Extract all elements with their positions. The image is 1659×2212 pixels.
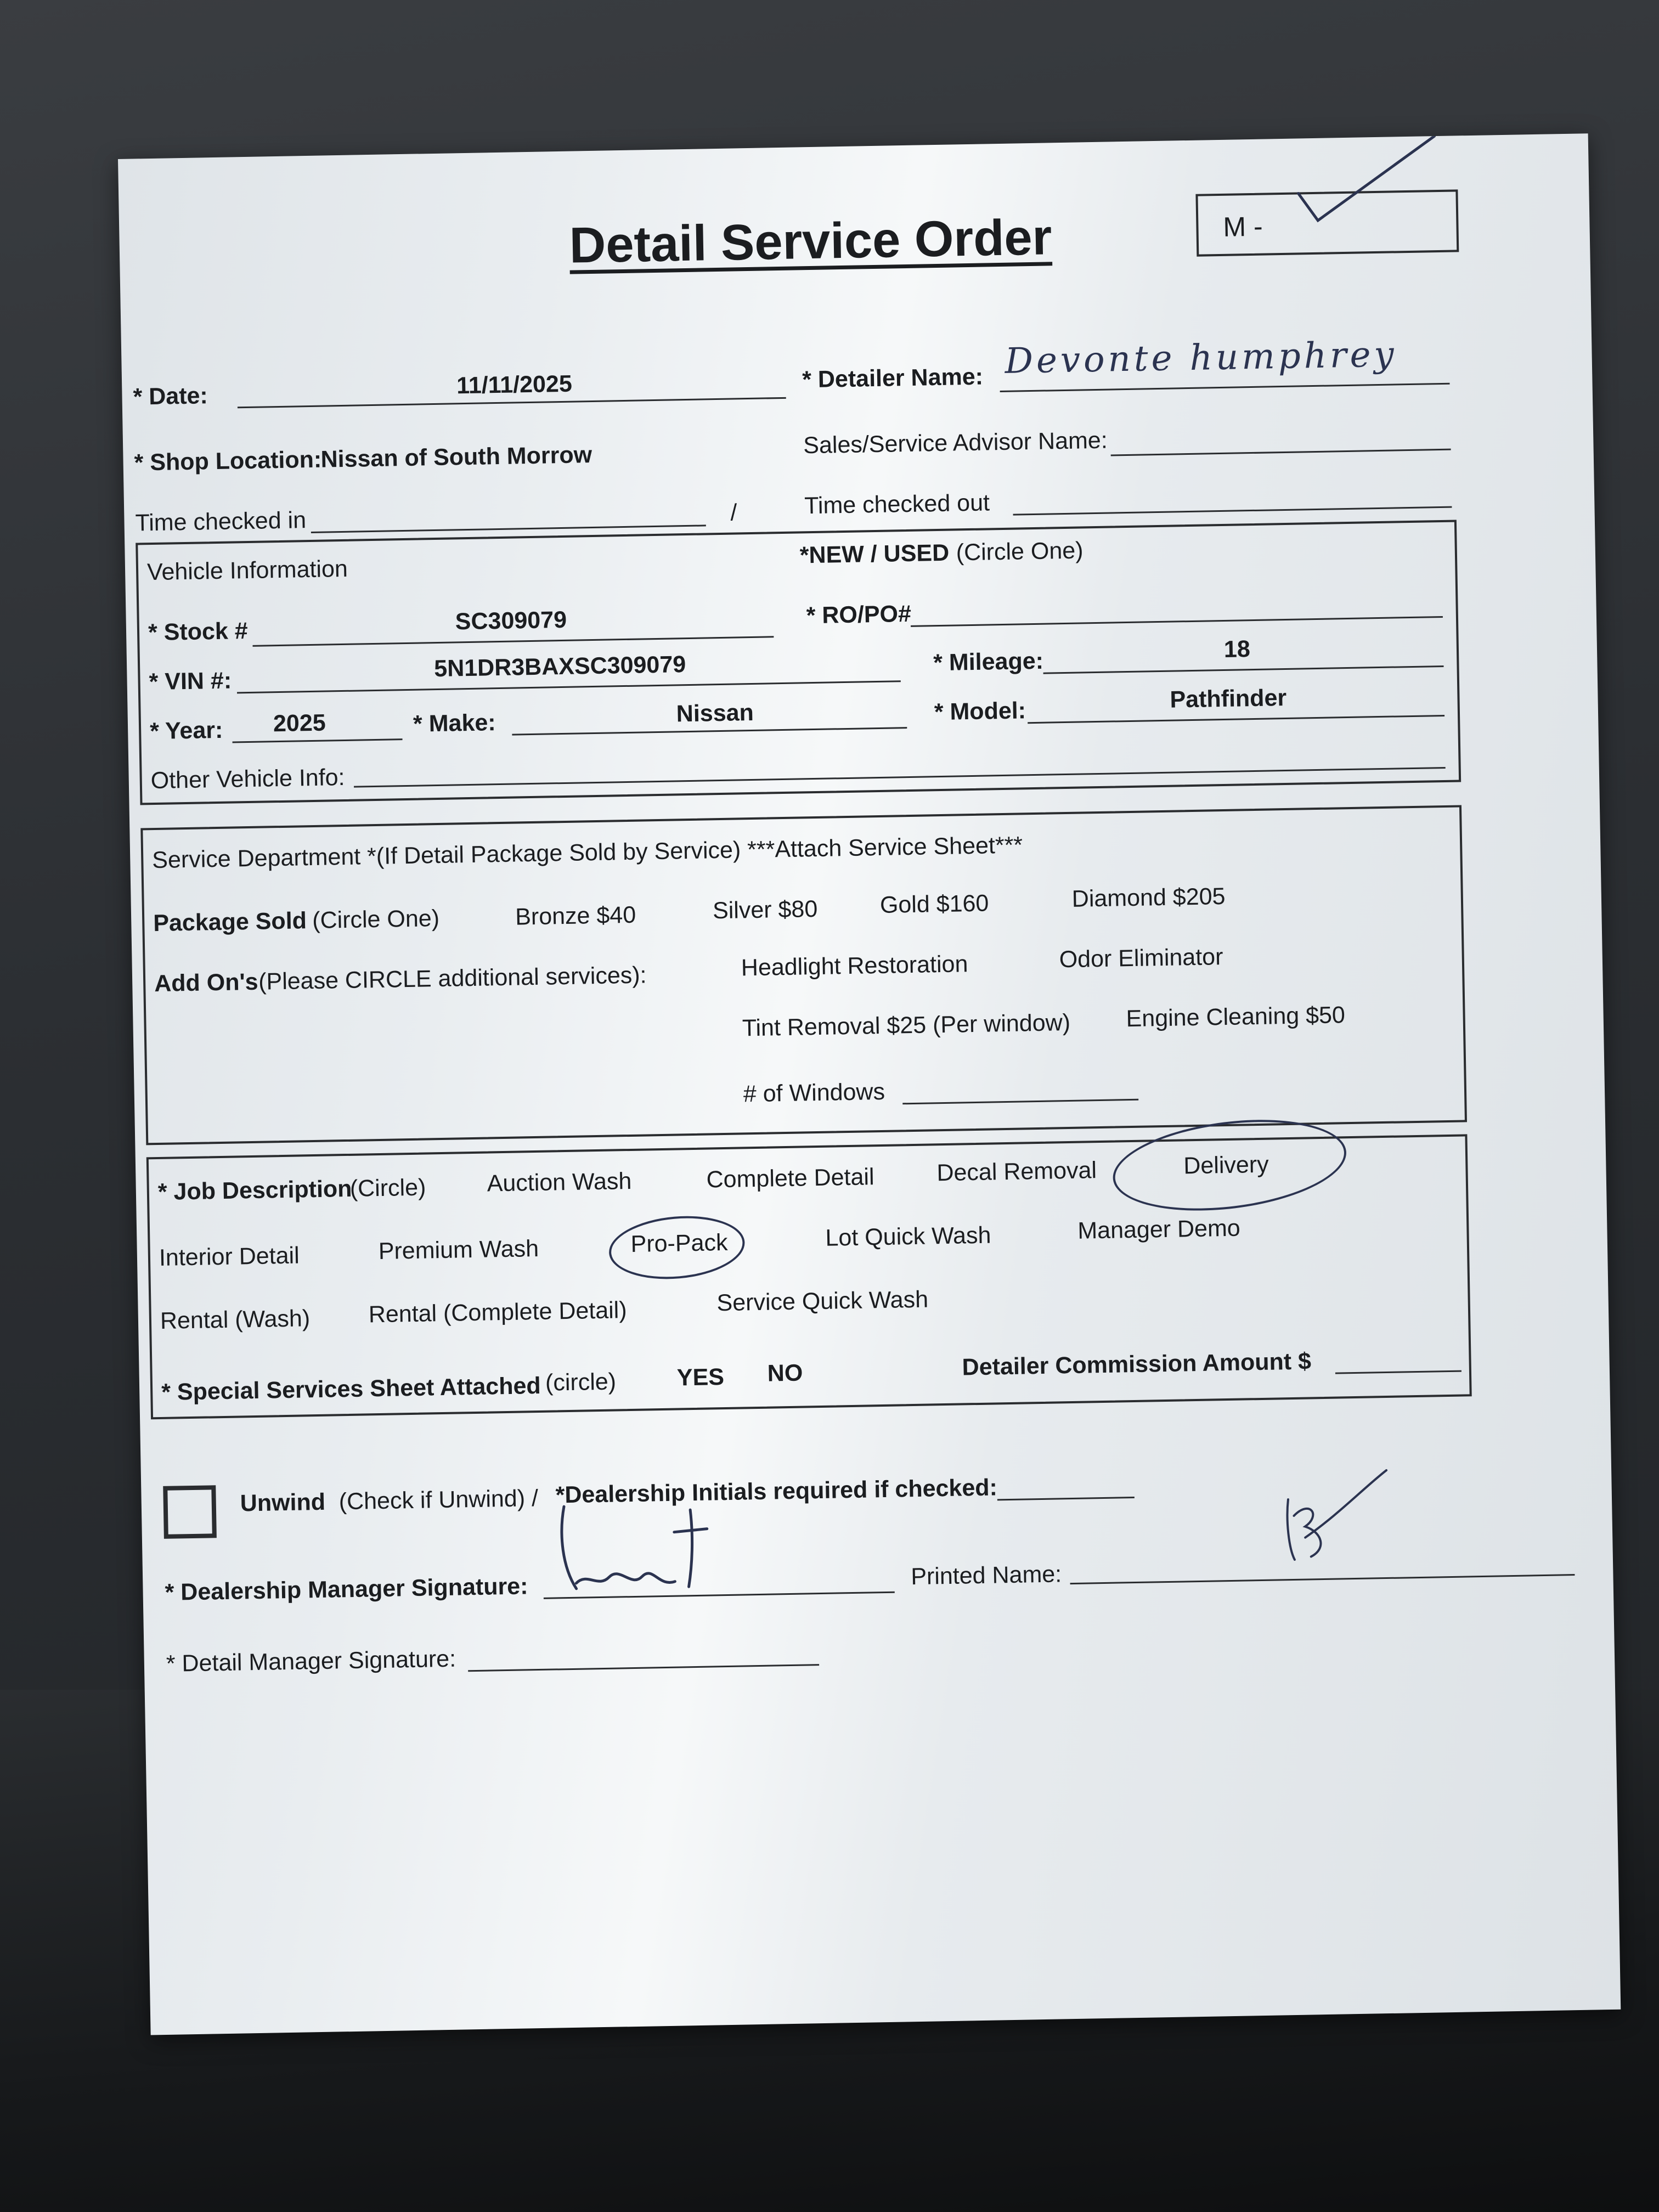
commission-label: Detailer Commission Amount $: [962, 1348, 1312, 1381]
job-interior-detail[interactable]: Interior Detail: [159, 1242, 300, 1271]
job-label: * Job Description: [157, 1175, 352, 1206]
vin-label: * VIN #:: [149, 667, 232, 696]
advisor-line: [1111, 449, 1451, 456]
new-used-hint: (Circle One): [956, 537, 1084, 566]
detailer-label: * Detailer Name:: [802, 363, 984, 393]
special-no[interactable]: NO: [767, 1359, 803, 1387]
package-silver[interactable]: Silver $80: [712, 895, 818, 924]
ro-label: * RO/PO#: [806, 600, 912, 629]
job-service-quick-wash[interactable]: Service Quick Wash: [716, 1286, 929, 1317]
initials-label: *Dealership Initials required if checked:: [555, 1474, 998, 1509]
model-label: * Model:: [934, 697, 1026, 726]
package-bronze[interactable]: Bronze $40: [515, 901, 636, 930]
printed-name-label: Printed Name:: [910, 1561, 1062, 1590]
detailer-value: Devonte humphrey: [1005, 334, 1398, 382]
special-hint: (circle): [545, 1368, 617, 1396]
time-in-line: [311, 524, 706, 533]
advisor-label: Sales/Service Advisor Name:: [803, 427, 1108, 459]
time-out-line: [1013, 506, 1452, 516]
checkmark-icon: [1292, 136, 1458, 248]
detail-mgr-line: [468, 1664, 819, 1672]
manager-signature-mark: [548, 1498, 769, 1606]
special-yes[interactable]: YES: [676, 1364, 725, 1391]
stock-label: * Stock #: [148, 618, 249, 646]
stock-value: SC309079: [455, 606, 567, 635]
time-out-label: Time checked out: [804, 489, 990, 520]
time-in-label: Time checked in: [135, 507, 307, 537]
vehicle-section-label: Vehicle Information: [146, 555, 348, 586]
special-label: * Special Services Sheet Attached: [161, 1372, 541, 1406]
initials-line: [997, 1497, 1135, 1500]
addon-odor[interactable]: Odor Eliminator: [1059, 944, 1223, 973]
model-value: Pathfinder: [1170, 684, 1287, 713]
job-premium-wash[interactable]: Premium Wash: [378, 1235, 539, 1265]
package-hint: (Circle One): [312, 905, 440, 934]
job-pro-pack[interactable]: Pro-Pack: [630, 1229, 728, 1257]
mileage-label: * Mileage:: [933, 647, 1044, 676]
vin-value: 5N1DR3BAXSC309079: [433, 651, 686, 682]
printed-initials-mark: [1271, 1465, 1393, 1577]
service-header: Service Department *(If Detail Package Sold by Service) ***Attach Service Sheet***: [151, 832, 1023, 874]
year-label: * Year:: [149, 716, 223, 745]
detail-mgr-label: * Detail Manager Signature:: [166, 1645, 456, 1677]
mgr-sig-label: * Dealership Manager Signature:: [165, 1573, 528, 1606]
mileage-value: 18: [1223, 636, 1251, 663]
unwind-label: Unwind: [240, 1488, 326, 1517]
job-rental-complete[interactable]: Rental (Complete Detail): [368, 1297, 627, 1328]
unwind-checkbox[interactable]: [163, 1485, 217, 1539]
form-title: Detail Service Order: [568, 209, 1053, 274]
job-delivery[interactable]: Delivery: [1183, 1151, 1269, 1180]
job-rental-wash[interactable]: Rental (Wash): [160, 1305, 311, 1334]
year-value: 2025: [273, 709, 326, 737]
make-value: Nissan: [676, 699, 754, 727]
other-info-label: Other Vehicle Info:: [150, 764, 345, 794]
unwind-hint: (Check if Unwind) /: [338, 1485, 539, 1515]
addons-label: Add On's: [154, 968, 259, 997]
job-manager-demo[interactable]: Manager Demo: [1077, 1215, 1241, 1244]
job-complete-detail[interactable]: Complete Detail: [706, 1164, 874, 1193]
job-decal-removal[interactable]: Decal Removal: [936, 1157, 1097, 1187]
addon-tint[interactable]: Tint Removal $25 (Per window): [742, 1009, 1071, 1042]
shop-value: Nissan of South Morrow: [320, 442, 592, 473]
service-order-sheet: [118, 133, 1621, 2035]
date-value: 11/11/2025: [456, 370, 573, 399]
m-box-label: M -: [1222, 211, 1263, 242]
package-gold[interactable]: Gold $160: [879, 890, 989, 918]
shop-label: * Shop Location:: [134, 446, 322, 476]
job-hint: (Circle): [349, 1174, 426, 1202]
job-lot-quick-wash[interactable]: Lot Quick Wash: [825, 1222, 991, 1251]
addons-hint: (Please CIRCLE additional services):: [258, 962, 647, 995]
slash: /: [730, 499, 737, 526]
job-auction-wash[interactable]: Auction Wash: [487, 1167, 632, 1197]
windows-label: # of Windows: [743, 1078, 885, 1108]
detailer-line: [1000, 383, 1450, 392]
new-used-label: *NEW / USED: [799, 539, 950, 569]
date-line: [238, 397, 786, 408]
make-label: * Make:: [413, 709, 496, 737]
addon-headlight[interactable]: Headlight Restoration: [741, 951, 968, 981]
addon-engine[interactable]: Engine Cleaning $50: [1126, 1002, 1346, 1032]
package-label: Package Sold: [153, 907, 307, 937]
package-diamond[interactable]: Diamond $205: [1071, 883, 1226, 912]
date-label: * Date:: [133, 382, 208, 410]
